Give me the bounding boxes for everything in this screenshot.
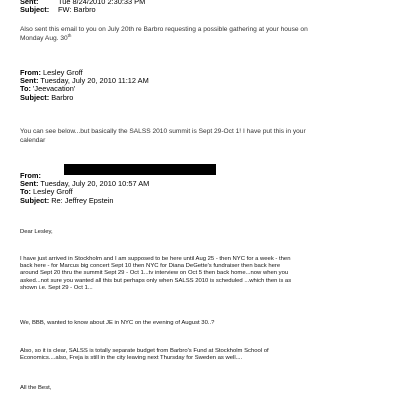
subject-label: Subject: <box>20 92 50 102</box>
message2-header <box>20 172 149 205</box>
top-email-header <box>20 0 145 14</box>
sent-label: Sent: <box>20 0 39 6</box>
subject-value: Re: Jeffrey Epstein <box>51 195 114 205</box>
top-subject-row <box>20 6 145 14</box>
sent-value: Tuesday, July 20, 2010 10:57 AM <box>40 179 150 189</box>
subject-row <box>20 197 149 205</box>
message2-paragraph2: We, BBB, wanted to know about JE in NYC on the evening of August 30..? <box>20 320 215 326</box>
body-line: You can see below...but basically the SALSS 2010 summit is Sept 29-Oct 1! I have put this in your <box>20 128 306 135</box>
to-label: To: <box>20 84 31 94</box>
body-line: I have just arrived in Stockholm and I am supposed to be here until Aug 25 - then NYC for a week - then <box>20 256 291 262</box>
body-line: calendar <box>20 137 46 145</box>
message1-header <box>20 69 149 102</box>
sent-label: Sent: <box>20 76 39 86</box>
sent-label: Sent: <box>20 179 39 189</box>
message1-body <box>20 127 306 145</box>
message2-paragraph1 <box>20 256 291 292</box>
subject-label: Subject: <box>20 5 50 15</box>
intro-paragraph <box>20 25 308 43</box>
to-value: 'Jeevacation' <box>33 84 76 94</box>
subject-value: FW: Barbro <box>58 5 96 15</box>
intro-line: Monday Aug. 30th <box>20 33 72 43</box>
body-line: back here - for Marcus big concert Sept 10 then NYC for Diana DeGette's fundraiser then back here <box>20 263 281 270</box>
body-line: shown i.e. Sept 29 - Oct 1... <box>20 284 93 291</box>
greeting: Dear Lesley, <box>20 229 53 235</box>
closing: All the Best, <box>20 385 52 391</box>
intro-line: Also sent this email to you on July 20th re Barbro requesting a possible gathering at your house on <box>20 26 308 33</box>
subject-value: Barbro <box>51 92 74 102</box>
message2-paragraph3 <box>20 348 269 362</box>
body-line: Also, so it is clear, SALSS is totally separate budget from Barbro's Fund at Stockholm School of <box>20 348 269 354</box>
to-value: Lesley Groff <box>33 187 73 197</box>
body-line: around Sept 20 thru the summit Sept 29 - Oct 1...tv interview on Oct 5 then back home...now when you <box>20 270 289 277</box>
from-value: Lesley Groff <box>43 68 83 77</box>
to-label: To: <box>20 187 31 197</box>
sent-value: Tuesday, July 20, 2010 11:12 AM <box>40 76 149 86</box>
subject-label: Subject: <box>20 195 50 205</box>
sent-value: Tue 8/24/2010 2:30:33 PM <box>58 0 146 6</box>
body-line: Economics....also, Freja is still in the city leaving next Thursday for Sweden as well.... <box>20 355 243 362</box>
from-label: From: <box>20 68 41 77</box>
from-label: From: <box>20 171 41 180</box>
body-line: asked...not sure you wanted all this but perhaps only when SALSS 2010 is scheduled ...which then is as <box>20 277 292 284</box>
subject-row <box>20 94 149 102</box>
